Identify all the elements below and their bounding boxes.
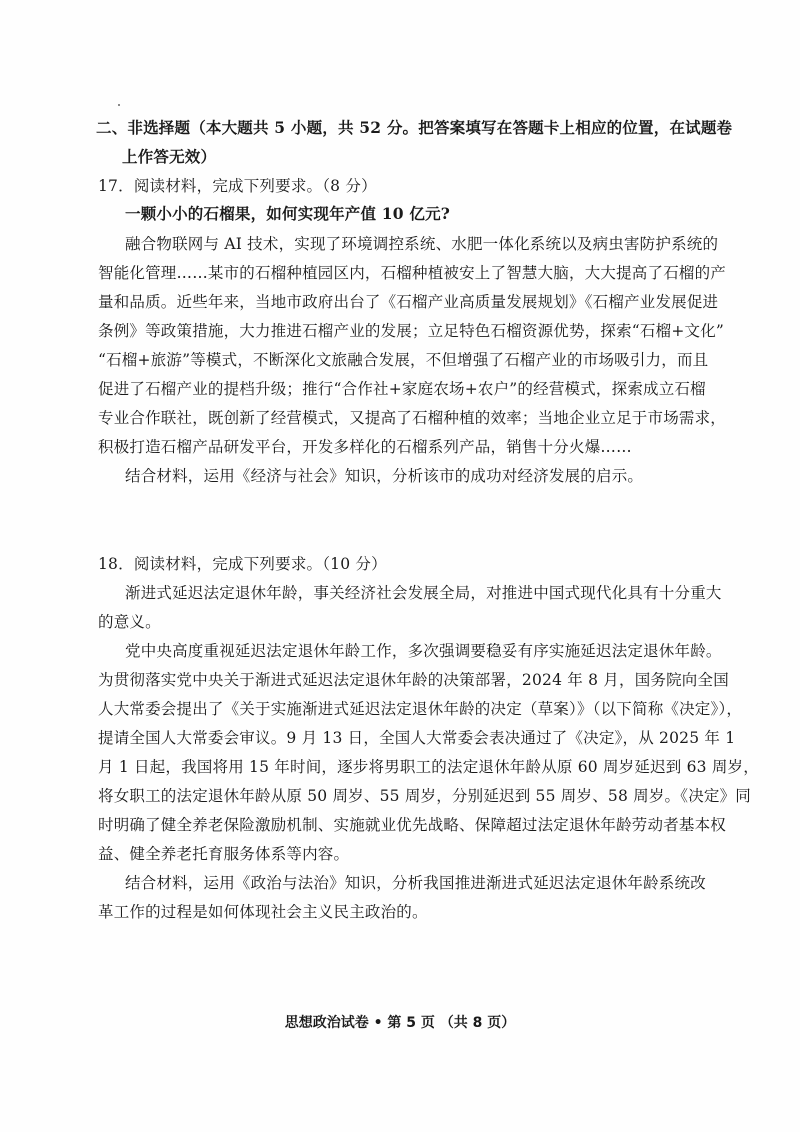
- q17-stem: 17．阅读材料，完成下列要求。（8 分）: [98, 177, 377, 195]
- q18-para2-line: 月 1 日起，我国将用 15 年时间，逐步将男职工的法定退休年龄从原 60 周岁延迟到 63 周岁，: [98, 758, 759, 776]
- q17-intro: 一颗小小的石榴果，如何实现年产值 10 亿元?: [125, 204, 451, 223]
- q17-material-line: 专业合作联社，既创新了经营模式，又提高了石榴种植的效率；当地企业立足于市场需求，: [98, 409, 727, 427]
- q17-task: 结合材料，运用《经济与社会》知识，分析该市的成功对经济发展的启示。: [125, 467, 644, 485]
- q18-task-line: 革工作的过程是如何体现社会主义民主政治的。: [98, 903, 428, 921]
- q17-material-line: 促进了石榴产业的提档升级；推行“合作社+家庭农场+农户”的经营模式，探索成立石榴: [98, 380, 706, 398]
- q18-task-line: 结合材料，运用《政治与法治》知识，分析我国推进渐进式延迟法定退休年龄系统改: [125, 874, 706, 892]
- page-footer: 思想政治试卷 • 第 5 页 （共 8 页）: [284, 1015, 516, 1031]
- q17-material-line: 智能化管理……某市的石榴种植园区内，石榴种植被安上了智慧大脑，大大提高了石榴的产: [98, 264, 727, 282]
- q18-para2-line: 时明确了健全养老保险激励机制、实施就业优先战略、保障超过法定退休年龄劳动者基本权: [98, 816, 727, 834]
- q17-material-line: “石榴+旅游”等模式，不断深化文旅融合发展，不但增强了石榴产业的市场吸引力，而且: [98, 351, 709, 369]
- q18-para2-line: 益、健全养老托育服务体系等内容。: [98, 845, 350, 863]
- q18-para2-line: 党中央高度重视延迟法定退休年龄工作，多次强调要稳妥有序实施延迟法定退休年龄。: [125, 642, 722, 660]
- section-heading-line-1: 二、非选择题（本大题共 5 小题，共 52 分。把答案填写在答题卡上相应的位置，在试题卷: [96, 118, 733, 137]
- q18-para1-line: 的意义。: [98, 613, 161, 631]
- q18-para1-line: 渐进式延迟法定退休年龄，事关经济社会发展全局，对推进中国式现代化具有十分重大: [125, 584, 722, 602]
- q18-para2-line: 人大常委会提出了《关于实施渐进式延迟法定退休年龄的决定（草案）》（以下简称《决定》），: [98, 700, 743, 718]
- q17-material-line: 条例》等政策措施，大力推进石榴产业的发展；立足特色石榴资源优势，探索“石榴+文化”: [98, 322, 725, 340]
- q17-material-line: 积极打造石榴产品研发平台，开发多样化的石榴系列产品，销售十分火爆……: [98, 438, 632, 456]
- q17-material-line: 融合物联网与 AI 技术，实现了环境调控系统、水肥一体化系统以及病虫害防护系统的: [125, 235, 719, 253]
- q18-stem: 18．阅读材料，完成下列要求。（10 分）: [98, 555, 387, 573]
- q18-para2-line: 将女职工的法定退休年龄从原 50 周岁、55 周岁，分别延迟到 55 周岁、58 周岁。《决定》同: [98, 787, 752, 805]
- section-heading-line-2: 上作答无效）: [122, 147, 217, 166]
- q18-para2-line: 提请全国人大常委会审议。9 月 13 日，全国人大常委会表决通过了《决定》，从 2025 年 1: [98, 729, 736, 747]
- q17-material-line: 量和品质。近些年来，当地市政府出台了《石榴产业高质量发展规划》《石榴产业发展促进: [98, 293, 719, 311]
- q18-para2-line: 为贯彻落实党中央关于渐进式延迟法定退休年龄的决策部署，2024 年 8 月，国务院向全国: [98, 671, 729, 689]
- scan-speck: [118, 104, 120, 106]
